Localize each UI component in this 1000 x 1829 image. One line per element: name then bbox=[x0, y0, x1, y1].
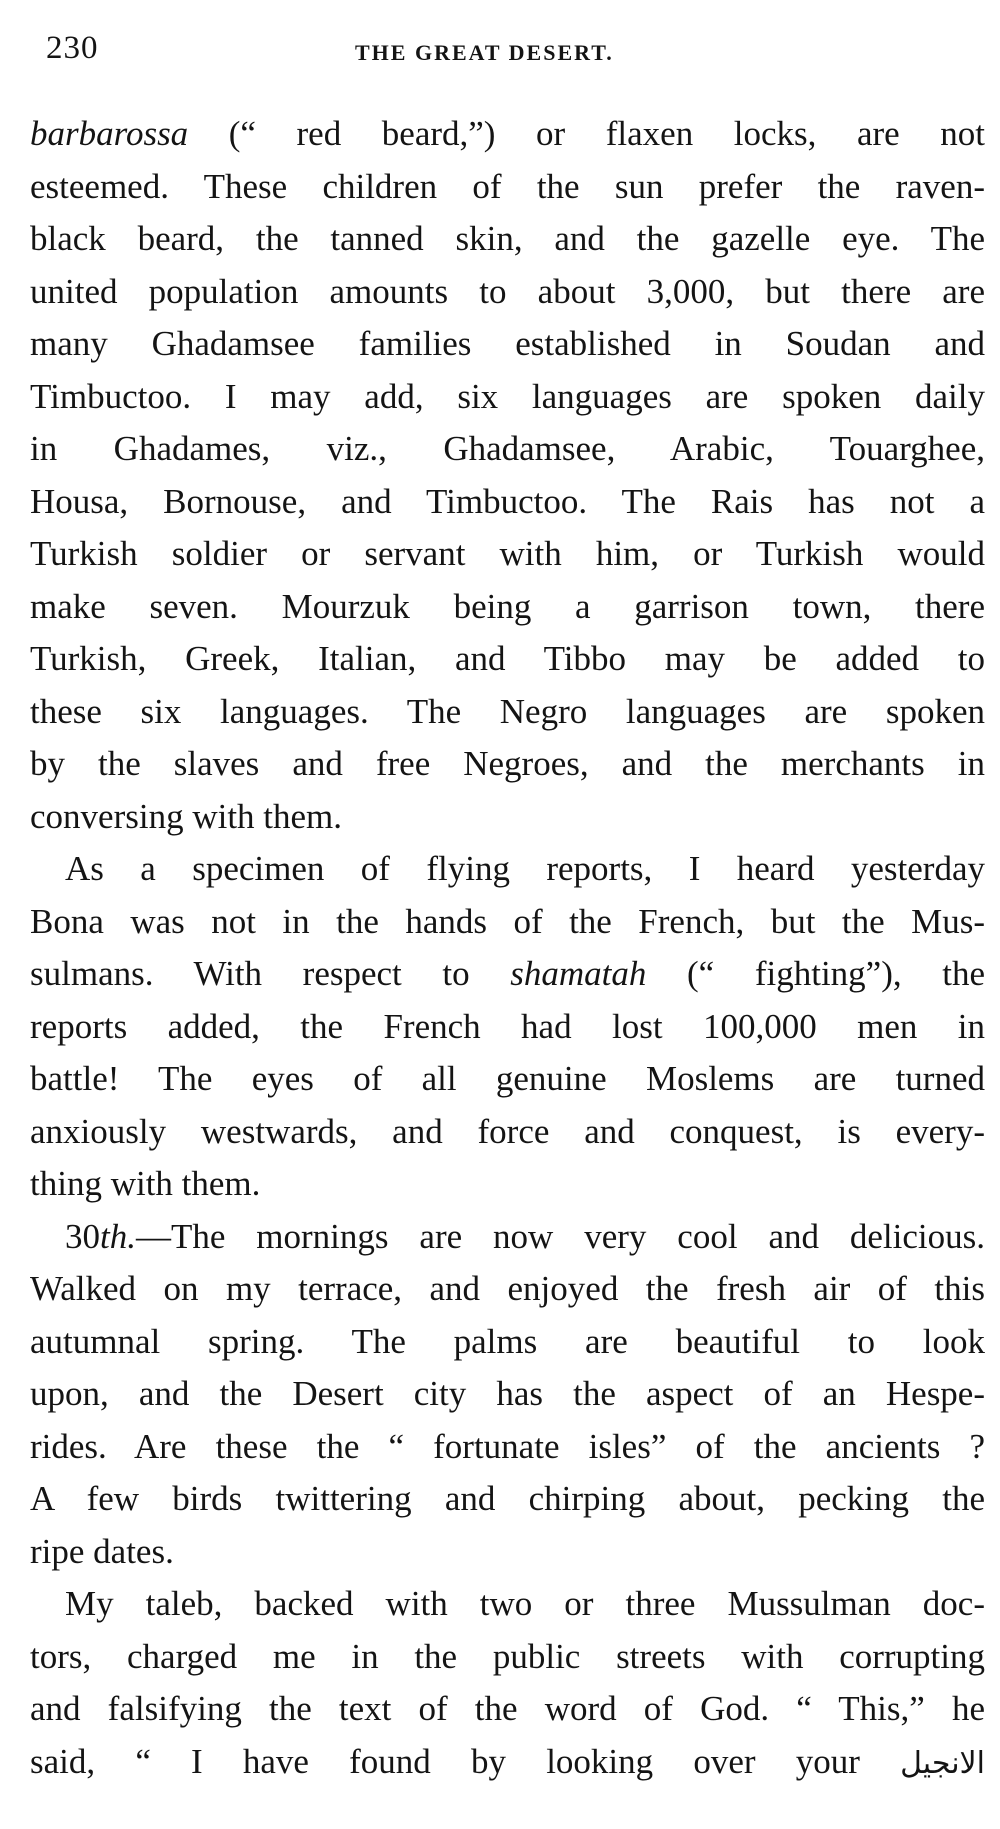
paragraph-3 bbox=[30, 1211, 985, 1579]
italic-word: shamatah bbox=[510, 954, 647, 993]
body-text bbox=[30, 108, 985, 1788]
text-line: 30th.—The mornings are now very cool and delicious. bbox=[65, 1216, 985, 1256]
page-number: 230 bbox=[46, 30, 99, 66]
paragraph-2 bbox=[30, 843, 985, 1211]
text-line: said, “ I have found by looking over your الانجيل bbox=[30, 1741, 985, 1781]
paragraph-1 bbox=[30, 108, 985, 843]
text-line: My taleb, backed with two or three Mussulman doc- bbox=[65, 1584, 985, 1623]
text-line: ripe dates. bbox=[30, 1531, 174, 1571]
paragraph-4 bbox=[30, 1578, 985, 1788]
text-line: battle! The eyes of all genuine Moslems are turned bbox=[30, 1059, 985, 1098]
text-line: make seven. Mourzuk being a garrison town, there bbox=[30, 586, 985, 626]
italic-word: th. bbox=[100, 1216, 136, 1256]
text-line: Bona was not in the hands of the French, but the Mus- bbox=[30, 901, 985, 941]
text-line: As a specimen of flying reports, I heard yesterday bbox=[65, 849, 985, 888]
page-header bbox=[0, 30, 1000, 80]
text-line: anxiously westwards, and force and conquest, is every- bbox=[30, 1111, 985, 1151]
text-line: black beard, the tanned skin, and the gazelle eye. The bbox=[30, 219, 985, 258]
text-line: sulmans. With respect to shamatah (“ fighting”), the bbox=[30, 954, 985, 993]
text-line: many Ghadamsee families established in Soudan and bbox=[30, 324, 985, 363]
text-line: Turkish soldier or servant with him, or Turkish would bbox=[30, 534, 985, 573]
text-line: thing with them. bbox=[30, 1164, 261, 1203]
text-line: reports added, the French had lost 100,000 men in bbox=[30, 1006, 985, 1046]
text-line: Timbuctoo. I may add, six languages are spoken daily bbox=[30, 376, 985, 416]
text-line: tors, charged me in the public streets with corrupting bbox=[30, 1636, 985, 1676]
text-line: Walked on my terrace, and enjoyed the fresh air of this bbox=[30, 1269, 985, 1308]
text-line: barbarossa (“ red beard,”) or flaxen locks, are not bbox=[30, 114, 985, 153]
text-line: esteemed. These children of the sun prefer the raven- bbox=[30, 166, 985, 206]
running-head: THE GREAT DESERT. bbox=[355, 40, 614, 65]
text-line: in Ghadames, viz., Ghadamsee, Arabic, Touarghee, bbox=[30, 429, 985, 468]
text-line: Turkish, Greek, Italian, and Tibbo may be added to bbox=[30, 639, 985, 678]
text-line: upon, and the Desert city has the aspect of an Hespe- bbox=[30, 1374, 985, 1413]
text-line: by the slaves and free Negroes, and the merchants in bbox=[30, 744, 985, 783]
italic-word: barbarossa bbox=[30, 114, 189, 153]
text-line: autumnal spring. The palms are beautiful to look bbox=[30, 1321, 985, 1361]
arabic-word: الانجيل bbox=[900, 1745, 985, 1781]
text-line: these six languages. The Negro languages are spoken bbox=[30, 691, 985, 731]
text-line: A few birds twittering and chirping about, pecking the bbox=[30, 1479, 985, 1518]
text-line: united population amounts to about 3,000, but there are bbox=[30, 271, 985, 311]
text-line: and falsifying the text of the word of God. “ This,” he bbox=[30, 1689, 985, 1728]
text-line: rides. Are these the “ fortunate isles” of the ancients ? bbox=[30, 1426, 985, 1466]
text-line: Housa, Bornouse, and Timbuctoo. The Rais has not a bbox=[30, 481, 985, 521]
text-line: conversing with them. bbox=[30, 796, 343, 836]
